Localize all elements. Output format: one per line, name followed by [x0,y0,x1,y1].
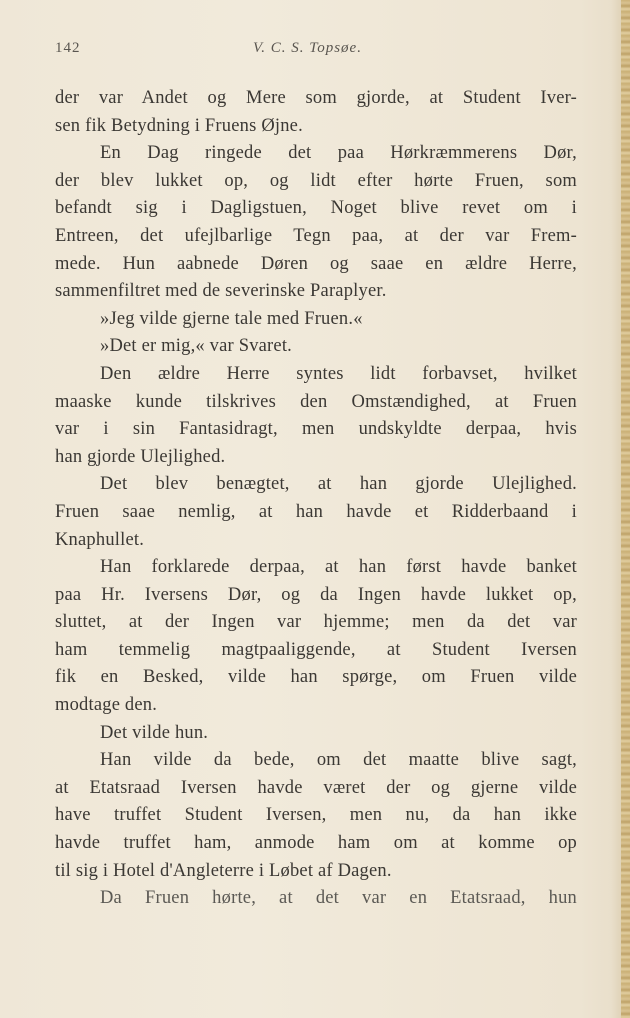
page-number: 142 [55,40,81,56]
text-line: paa Hr. Iversens Dør, og da Ingen havde lukket op, [55,584,577,605]
text-line: der var Andet og Mere som gjorde, at Student Iver- [55,88,577,108]
page-header [0,40,630,64]
text-line: mede. Hun aabnede Døren og saae en ældre Herre, [55,253,577,274]
text-line: Fruen saae nemlig, at han havde et Ridderbaand i [55,501,577,522]
text-line: sammenfiltret med de severinske Paraplyer. [55,281,387,302]
text-line: Det blev benægtet, at han gjorde Ulejlighed. [100,474,577,495]
running-head: V. C. S. Topsøe. [253,40,362,56]
text-line: der blev lukket op, og lidt efter hørte Fruen, som [55,170,577,191]
text-line: maaske kunde tilskrives den Omstændighed, at Fruen [55,391,577,412]
body-text [55,85,577,913]
text-line: »Det er mig,« var Svaret. [100,336,292,357]
text-line: han gjorde Ulejlighed. [55,446,226,467]
text-line: Han vilde da bede, om det maatte blive sagt, [100,750,577,771]
text-line: have truffet Student Iversen, men nu, da han ikke [55,805,577,826]
page-edge [621,0,630,1018]
text-line: ham temmelig magtpaaliggende, at Student Iversen [55,639,577,660]
text-line: En Dag ringede det paa Hørkræmmerens Dør, [100,143,577,164]
text-line: befandt sig i Dagligstuen, Noget blive revet om i [55,198,577,219]
text-line: Knaphullet. [55,529,145,550]
text-line: Han forklarede derpaa, at han først havde banket [100,557,577,578]
text-line: »Jeg vilde gjerne tale med Fruen.« [100,308,363,329]
text-line: sluttet, at der Ingen var hjemme; men da det var [55,612,577,633]
text-line: Entreen, det ufejlbarlige Tegn paa, at der var Frem- [55,225,577,246]
text-line: Det vilde hun. [100,722,209,743]
text-line: at Etatsraad Iversen havde været der og gjerne vilde [55,777,577,798]
text-line: var i sin Fantasidragt, men undskyldte derpaa, hvis [55,419,577,440]
text-line: havde truffet ham, anmode ham om at komme op [55,833,577,854]
text-line: Den ældre Herre syntes lidt forbavset, hvilket [100,363,577,384]
text-line: sen fik Betydning i Fruens Øjne. [55,115,303,136]
text-line: modtage den. [55,695,158,716]
text-line: fik en Besked, vilde han spørge, om Fruen vilde [55,667,577,688]
text-line: Da Fruen hørte, at det var en Etatsraad, hun [100,888,577,909]
text-line: til sig i Hotel d'Angleterre i Løbet af Dagen. [55,860,392,881]
